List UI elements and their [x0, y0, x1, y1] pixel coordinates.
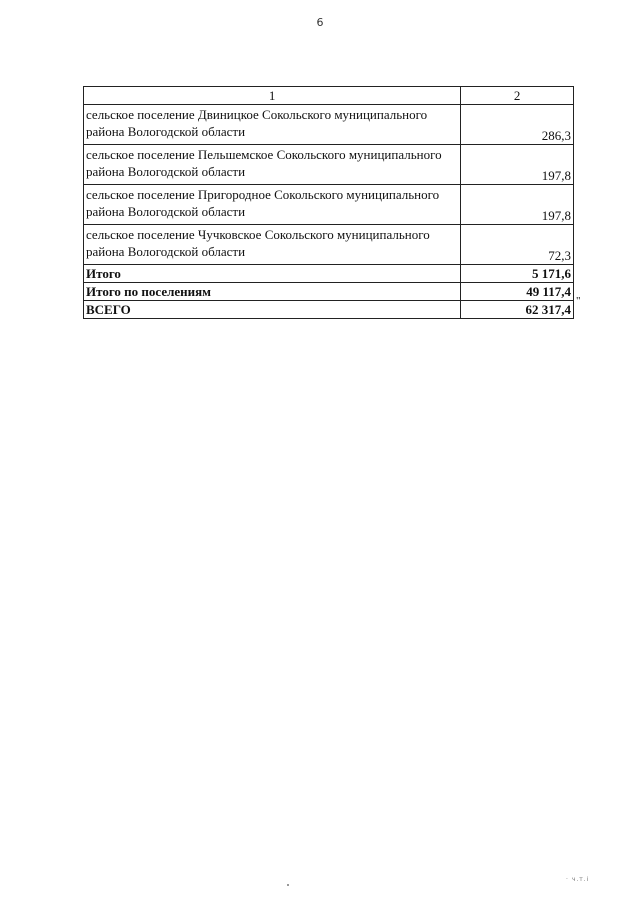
header-col-2: 2 — [461, 87, 574, 105]
scan-artifact — [287, 884, 289, 886]
table-row — [84, 105, 574, 145]
budget-table — [83, 86, 574, 319]
header-col-1: 1 — [84, 87, 461, 105]
table-row — [84, 145, 574, 185]
total-value: 5 171,6 — [461, 265, 574, 283]
row-value: 286,3 — [461, 105, 574, 145]
row-name: сельское поселение Пельшемское Сокольского муниципального района Вологодской области — [84, 145, 461, 185]
total-value: 49 117,4 — [461, 283, 574, 301]
total-row — [84, 265, 574, 283]
total-name: ВСЕГО — [84, 301, 461, 319]
table-row — [84, 185, 574, 225]
row-name: сельское поселение Чучковское Сокольского муниципального района Вологодской области — [84, 225, 461, 265]
row-name: сельское поселение Двиницкое Сокольского муниципального района Вологодской области — [84, 105, 461, 145]
row-name: сельское поселение Пригородное Сокольского муниципального района Вологодской области — [84, 185, 461, 225]
closing-quote: " — [576, 295, 581, 307]
table-header-row — [84, 87, 574, 105]
grand-total-row — [84, 301, 574, 319]
total-name: Итого по поселениям — [84, 283, 461, 301]
total-value: 62 317,4 — [461, 301, 574, 319]
row-value: 197,8 — [461, 145, 574, 185]
footer-mark: · ч.т.і — [566, 876, 590, 883]
table-row — [84, 225, 574, 265]
total-name: Итого — [84, 265, 461, 283]
settlements-total-row — [84, 283, 574, 301]
row-value: 72,3 — [461, 225, 574, 265]
page-number: 6 — [316, 16, 324, 29]
row-value: 197,8 — [461, 185, 574, 225]
